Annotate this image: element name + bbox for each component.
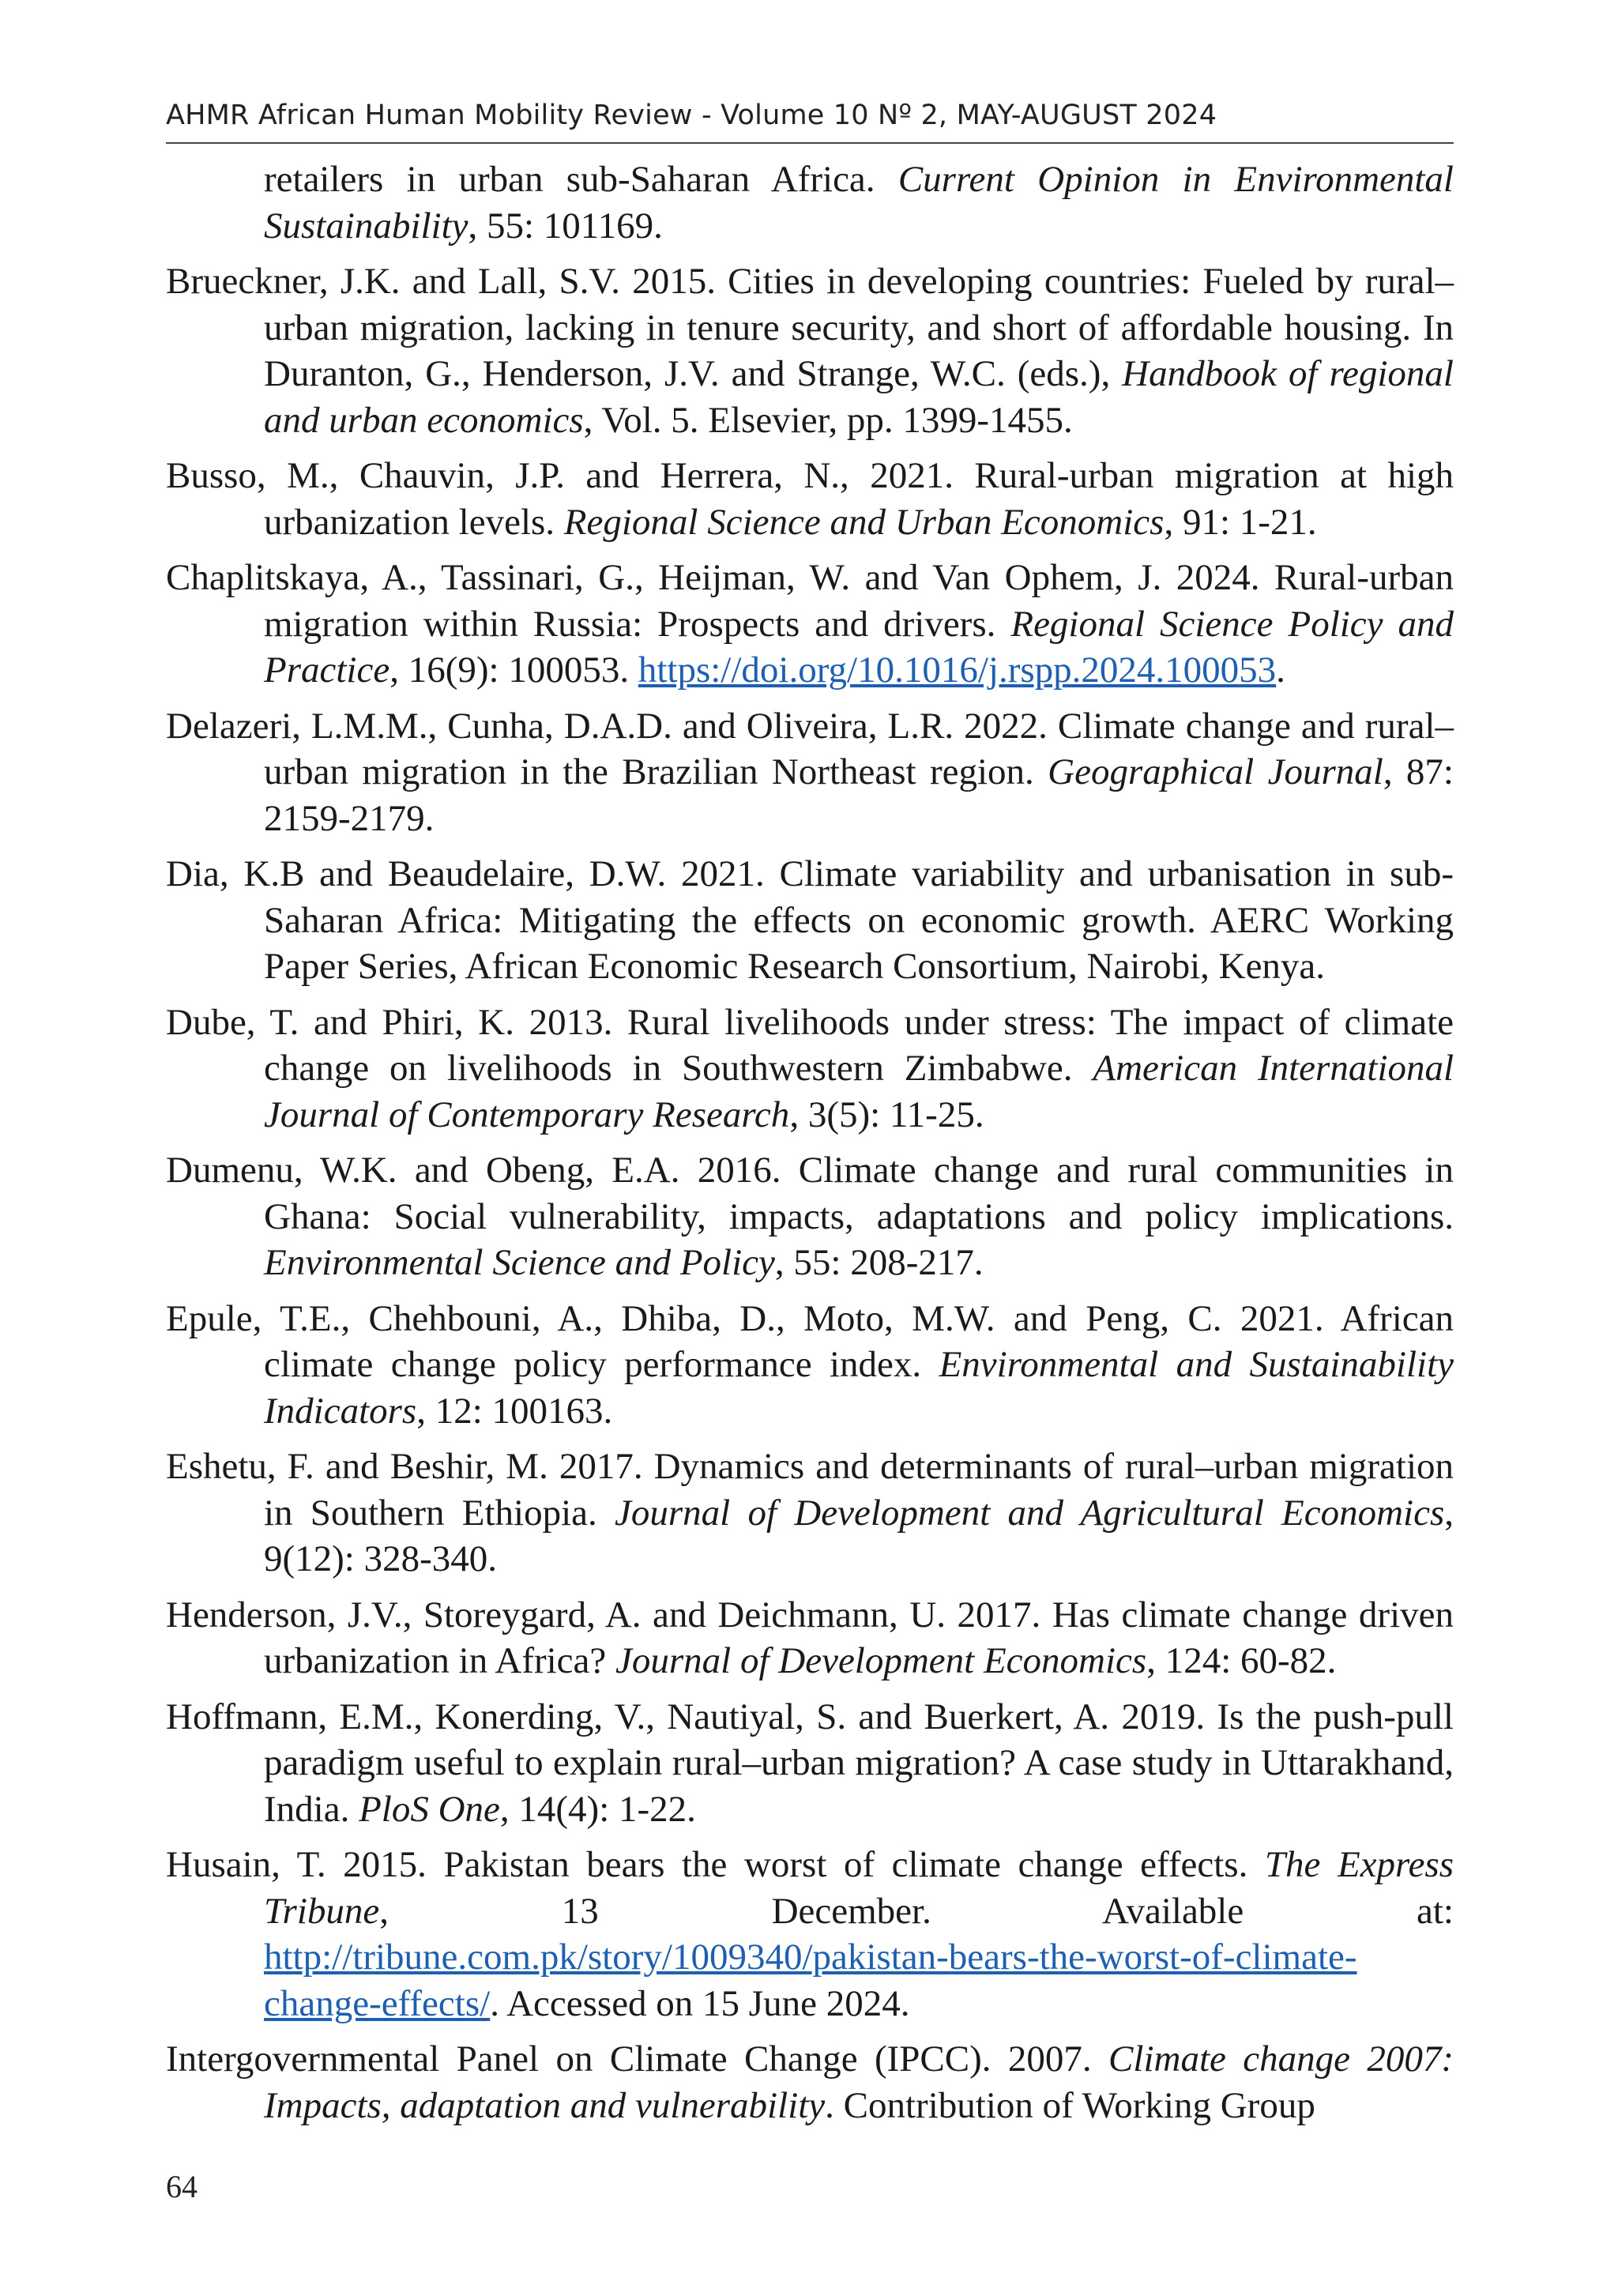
reference-details: , 3(5): 11-25.: [789, 1093, 984, 1135]
reference-source-title: Geographical Journal: [1048, 751, 1383, 792]
reference-entry: [166, 1296, 1454, 1435]
reference-entry: [166, 1443, 1454, 1583]
reference-text: Husain, T. 2015. Pakistan bears the worst of climate change effects.: [166, 1844, 1265, 1885]
reference-details: . Contribution of Working Group: [825, 2084, 1315, 2126]
reference-list: [166, 156, 1454, 2138]
reference-source-title: American International Journal of Contemporary Research: [264, 1048, 1454, 1135]
reference-details: , 55: 101169.: [468, 205, 663, 247]
reference-entry: [166, 258, 1454, 443]
reference-source-title: Regional Science Policy and Practice: [264, 603, 1454, 691]
reference-details: , 16(9): 100053.: [389, 649, 638, 691]
reference-link[interactable]: https://doi.org/10.1016/j.rspp.2024.100053: [638, 649, 1277, 691]
reference-text: Busso, M., Chauvin, J.P. and Herrera, N., 2021. Rural-urban migration at high urbanization levels.: [166, 455, 1454, 543]
reference-source-title: PloS One: [359, 1788, 500, 1830]
reference-text: Chaplitskaya, A., Tassinari, G., Heijman, W. and Van Ophem, J. 2024. Rural-urban migration within Russia: Prospects and drivers.: [166, 557, 1454, 645]
reference-details: , 13 December. Available at:: [379, 1890, 1454, 1932]
reference-source-title: Regional Science and Urban Economics: [563, 501, 1165, 543]
reference-entry: [166, 703, 1454, 842]
reference-entry: [166, 1592, 1454, 1684]
reference-details: , 9(12): 328-340.: [264, 1492, 1454, 1579]
reference-source-title: Current Opinion in Environmental Sustainability: [264, 159, 1454, 247]
reference-entry: [166, 851, 1454, 990]
reference-details: , 91: 1-21.: [1164, 501, 1317, 543]
reference-source-title: Climate change 2007: Impacts, adaptation and vulnerability: [264, 2038, 1454, 2126]
reference-text: Intergovernmental Panel on Climate Change (IPCC). 2007.: [166, 2038, 1109, 2080]
reference-source-title: The Express Tribune: [264, 1844, 1454, 1932]
reference-text: retailers in urban sub-Saharan Africa.: [264, 159, 898, 200]
reference-text: Eshetu, F. and Beshir, M. 2017. Dynamics and determinants of rural–urban migration in Southern Ethiopia.: [166, 1446, 1454, 1534]
reference-after-link: .: [1276, 649, 1285, 691]
reference-source-title: Journal of Development Economics: [615, 1640, 1147, 1681]
reference-entry: [166, 1842, 1454, 2027]
reference-details: , 87: 2159-2179.: [264, 751, 1454, 839]
reference-source-title: Environmental Science and Policy: [264, 1242, 775, 1283]
reference-text: Epule, T.E., Chehbouni, A., Dhiba, D., Moto, M.W. and Peng, C. 2021. African climate change policy performance index.: [166, 1297, 1454, 1385]
reference-entry: [166, 555, 1454, 694]
reference-details: , 12: 100163.: [416, 1390, 613, 1432]
running-head: AHMR African Human Mobility Review - Volume 10 Nº 2, MAY-AUGUST 2024: [166, 100, 1217, 131]
reference-details: , Vol. 5. Elsevier, pp. 1399-1455.: [583, 399, 1073, 441]
reference-entry: [166, 1147, 1454, 1286]
page-number: 64: [166, 2169, 198, 2204]
reference-details: , 124: 60-82.: [1146, 1640, 1337, 1681]
reference-entry: [166, 156, 1454, 249]
reference-text: Hoffmann, E.M., Konerding, V., Nautiyal, S. and Buerkert, A. 2019. Is the push-pull paradigm useful to explain rural–urban migration? A case study in Uttarakhand, India.: [166, 1696, 1454, 1830]
reference-entry: [166, 2036, 1454, 2129]
reference-entry: [166, 1694, 1454, 1833]
reference-text: Henderson, J.V., Storeygard, A. and Deichmann, U. 2017. Has climate change driven urbanization in Africa?: [166, 1594, 1454, 1681]
reference-text: Brueckner, J.K. and Lall, S.V. 2015. Cities in developing countries: Fueled by rural–urban migration, lacking in tenure security, and short of affordable housing. In Duranton, G., Henderson, J.V. and Strange, W.C. (eds.),: [166, 261, 1454, 394]
reference-text: Dumenu, W.K. and Obeng, E.A. 2016. Climate change and rural communities in Ghana: Social vulnerability, impacts, adaptations and policy implications.: [166, 1150, 1454, 1237]
reference-text: Delazeri, L.M.M., Cunha, D.A.D. and Oliveira, L.R. 2022. Climate change and rural–urban migration in the Brazilian Northeast region.: [166, 705, 1454, 792]
header-divider: [166, 142, 1454, 144]
reference-source-title: Environmental and Sustainability Indicators: [264, 1344, 1454, 1432]
reference-entry: [166, 999, 1454, 1139]
reference-link[interactable]: http://tribune.com.pk/story/1009340/pakistan-bears-the-worst-of-climate-change-effects/: [264, 1937, 1357, 2024]
reference-text: Dube, T. and Phiri, K. 2013. Rural livelihoods under stress: The impact of climate change on livelihoods in Southwestern Zimbabwe.: [166, 1001, 1454, 1089]
reference-text: Dia, K.B and Beaudelaire, D.W. 2021. Climate variability and urbanisation in sub-Saharan Africa: Mitigating the effects on economic growth. AERC Working Paper Series, African Economic Research Consortium, Nairobi, Kenya.: [166, 853, 1454, 987]
reference-source-title: Journal of Development and Agricultural Economics: [615, 1492, 1445, 1534]
reference-source-title: Handbook of regional and urban economics: [264, 353, 1454, 441]
reference-entry: [166, 453, 1454, 545]
reference-details: , 14(4): 1-22.: [499, 1788, 696, 1830]
reference-after-link: . Accessed on 15 June 2024.: [490, 1982, 910, 2024]
reference-details: , 55: 208-217.: [774, 1242, 984, 1283]
